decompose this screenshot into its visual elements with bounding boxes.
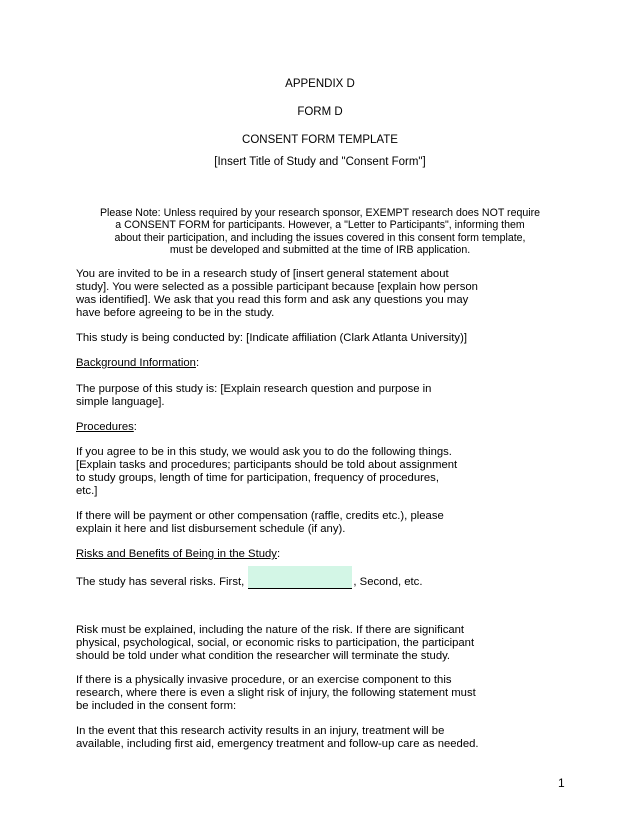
background-line: The purpose of this study is: [Explain research question and purpose in — [76, 383, 432, 395]
risk-explain-line: should be told under what condition the researcher will terminate the study. — [76, 649, 451, 662]
form-label: FORM D — [297, 106, 343, 118]
background-paragraph — [76, 383, 576, 409]
risk-explain-line: physical, psychological, social, or economic risks to participation, the participant — [76, 636, 475, 649]
procedures-line: If you agree to be in this study, we would ask you to do the following things. — [76, 446, 452, 458]
page-number: 1 — [558, 776, 565, 790]
procedures-line: [Explain tasks and procedures; participants should be told about assignment — [76, 458, 458, 471]
procedures-paragraph — [76, 446, 576, 498]
procedures-heading-colon: : — [133, 421, 137, 433]
conducted-by-line: This study is being conducted by: [Indicate affiliation (Clark Atlanta University)] — [76, 332, 467, 344]
injury-statement-paragraph — [76, 725, 576, 751]
intro-line: You are invited to be in a research study of [insert general statement about — [76, 268, 449, 280]
risk-explain-line: Risk must be explained, including the nature of the risk. If there are significant — [76, 624, 465, 636]
risks-sentence — [76, 573, 576, 589]
study-title-placeholder: [Insert Title of Study and "Consent Form"] — [214, 156, 426, 168]
note-line: Please Note: Unless required by your research sponsor, EXEMPT research does NOT require — [99, 207, 541, 219]
payment-line: If there will be payment or other compensation (raffle, credits etc.), please — [76, 510, 444, 522]
background-line: simple language]. — [76, 395, 165, 408]
risks-heading — [76, 548, 576, 561]
intro-line: was identified]. We ask that you read this form and ask any questions you may — [76, 293, 469, 306]
note-line: must be developed and submitted at the time of IRB application. — [169, 243, 471, 256]
risk-explain-paragraph — [76, 624, 576, 663]
payment-paragraph — [76, 510, 576, 536]
background-heading — [76, 357, 576, 370]
procedures-line: to study groups, length of time for participation, frequency of procedures, — [76, 471, 439, 484]
appendix-label: APPENDIX D — [285, 78, 355, 90]
injury-line: In the event that this research activity results in an injury, treatment will be — [76, 725, 445, 737]
invasive-line: research, where there is even a slight risk of injury, the following statement must — [76, 686, 476, 699]
risks-sentence-suffix: , Second, etc. — [353, 576, 423, 588]
template-label: CONSENT FORM TEMPLATE — [242, 134, 398, 146]
injury-line: available, including first aid, emergency treatment and follow-up care as needed. — [76, 737, 479, 750]
conducted-by-paragraph — [76, 332, 576, 345]
intro-line: have before agreeing to be in the study. — [76, 306, 275, 319]
intro-line: study]. You were selected as a possible participant because [explain how person — [76, 280, 478, 293]
invasive-procedure-paragraph — [76, 674, 576, 713]
note-line: about their participation, and including the issues covered in this consent form template, — [114, 231, 526, 244]
invasive-line: If there is a physically invasive procedure, or an exercise component to this — [76, 674, 452, 686]
background-heading-colon: : — [195, 357, 200, 369]
intro-paragraph — [76, 268, 576, 320]
first-risk-input-field[interactable] — [248, 566, 352, 589]
payment-line: explain it here and list disbursement schedule (if any). — [76, 522, 346, 535]
please-note-block — [66, 207, 574, 256]
procedures-line: etc.] — [76, 484, 98, 497]
risks-heading-colon: : — [276, 548, 281, 560]
invasive-line: be included in the consent form: — [76, 699, 237, 712]
risks-sentence-prefix: The study has several risks. First, — [76, 576, 248, 588]
note-line: a CONSENT FORM for participants. However, a "Letter to Participants", informing them — [115, 219, 525, 232]
procedures-heading — [76, 421, 576, 434]
procedures-heading-text: Procedures — [76, 421, 134, 433]
risks-heading-text: Risks and Benefits of Being in the Study — [76, 548, 277, 560]
background-heading-text: Background Information — [76, 357, 196, 369]
